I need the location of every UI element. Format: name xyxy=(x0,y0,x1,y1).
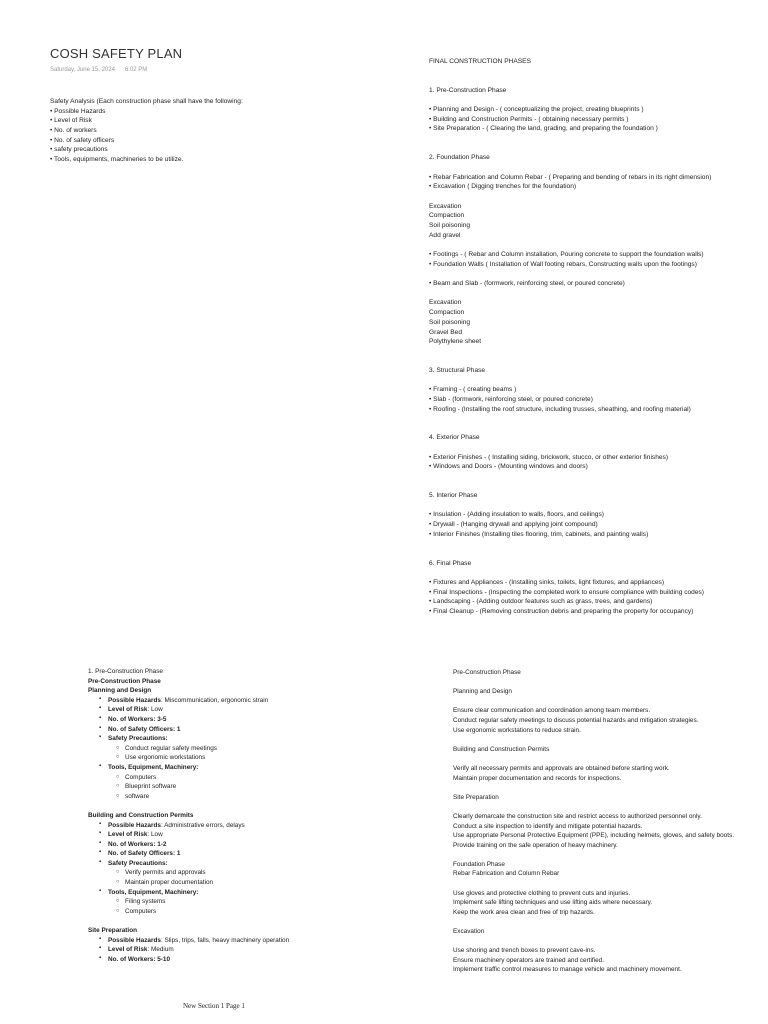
outline-subitem: ○ Filing systems xyxy=(88,897,289,907)
phase-title: 6. Final Phase xyxy=(429,559,472,567)
phase-item: • Beam and Slab - (formwork, reinforcing steel, or poured concrete) xyxy=(429,280,625,288)
phase-item: • Foundation Walls ( Installation of Wall footing rebars, Constructing walls upon the footings) xyxy=(429,260,697,268)
outline-bullet: ▪ Level of Risk: Low xyxy=(88,705,289,715)
guideline-heading: Planning and Design xyxy=(453,688,512,696)
guideline-heading: Site Preparation xyxy=(453,793,499,801)
phase-subitem: Soil poisoning xyxy=(429,221,471,229)
phase-title: 2. Foundation Phase xyxy=(429,154,490,162)
construction-phases-block xyxy=(429,57,711,617)
phase-item: • Windows and Doors - (Mounting windows and doors) xyxy=(429,463,588,471)
phase-item: • Building and Construction Permits - ( obtaining necessary permits ) xyxy=(429,115,629,123)
outline-bullet: ▪ Tools, Equipment, Machinery: xyxy=(88,763,289,773)
outline-subitem: ○ Verify permits and approvals xyxy=(88,868,289,878)
guideline-heading: Pre-Construction Phase xyxy=(453,669,521,676)
phase-item: • Insulation - (Adding insulation to walls, floors, and ceilings) xyxy=(429,511,604,519)
outline-subitem: ○ Maintain proper documentation xyxy=(88,878,289,888)
phase-item: • Final Cleanup - (Removing construction debris and preparing the property for occupancy) xyxy=(429,607,694,615)
phases-heading: FINAL CONSTRUCTION PHASES xyxy=(429,58,531,65)
phase-item: • Framing - ( creating beams ) xyxy=(429,386,517,394)
outline-bullet: ▪ Possible Hazards: Miscommunication, ergonomic strain xyxy=(88,696,289,706)
phase-item: • Interior Finishes (Installing tiles flooring, trim, cabinets, and painting walls) xyxy=(429,530,649,538)
outline-subitem: ○ Computers xyxy=(88,773,289,783)
analysis-item: • Possible Hazards xyxy=(50,107,106,115)
outline-section-title: Building and Construction Permits xyxy=(88,811,194,819)
page-title: COSH SAFETY PLAN xyxy=(50,46,183,61)
outline-subitem: ○ Computers xyxy=(88,907,289,917)
guideline-line: Use shoring and trench boxes to prevent cave-ins. xyxy=(453,947,596,955)
outline-subitem: ○ Use ergonomic workstations xyxy=(88,753,289,763)
phase-title: 3. Structural Phase xyxy=(429,366,486,374)
phase-item: • Excavation ( Digging trenches for the foundation) xyxy=(429,183,577,191)
guideline-line: Conduct regular safety meetings to discuss potential hazards and mitigation strategies. xyxy=(453,716,699,724)
phase-subitem: Polythylene sheet xyxy=(429,338,482,346)
phase-item: • Drywall - (Hanging drywall and applying joint compound) xyxy=(429,521,598,529)
phase-subitem: Gravel Bed xyxy=(429,328,462,336)
phase-subitem: Compaction xyxy=(429,212,465,220)
phase-title: 5. Interior Phase xyxy=(429,492,478,500)
phase-item: • Landscaping - (Adding outdoor features such as grass, trees, and gardens) xyxy=(429,598,653,606)
outline-section-title: Site Preparation xyxy=(88,927,138,935)
outline-bullet: ▪ Level of Risk: Low xyxy=(88,830,289,840)
analysis-item: • safety precautions xyxy=(50,146,108,154)
outline-section-title: Planning and Design xyxy=(88,687,152,695)
guideline-line: Maintain proper documentation and records for inspections. xyxy=(453,774,622,782)
phase-item: • Planning and Design - ( conceptualizing the project, creating blueprints ) xyxy=(429,106,644,114)
date-text: Saturday, June 15, 2024 xyxy=(50,67,115,73)
guideline-line: Implement traffic control measures to manage vehicle and machinery movement. xyxy=(453,966,682,974)
phase-subitem: Excavation xyxy=(429,202,462,210)
outline-bullet: ▪ Possible Hazards: Administrative errors, delays xyxy=(88,821,289,831)
page-footer: New Section 1 Page 1 xyxy=(183,1002,245,1010)
phase-subitem: Soil poisoning xyxy=(429,318,471,326)
analysis-item: • Level of Risk xyxy=(50,117,92,125)
phase-subitem: Excavation xyxy=(429,299,462,307)
outline-bullet: ▪ No. of Workers: 3-5 xyxy=(88,715,289,725)
guideline-line: Use gloves and protective clothing to prevent cuts and injuries. xyxy=(453,889,631,897)
guideline-line: Implement safe lifting techniques and use lifting aids where necessary. xyxy=(453,899,653,907)
analysis-item: • No. of safety officers xyxy=(50,136,115,144)
phase-item: • Footings - ( Rebar and Column installation, Pouring concrete to support the foundation walls) xyxy=(429,251,704,258)
analysis-intro: Safety Analysis (Each construction phase shall have the following: xyxy=(50,98,243,105)
safety-guidelines-block xyxy=(453,668,734,975)
phase-item: • Exterior Finishes - ( Installing siding, brickwork, stucco, or other exterior finishes) xyxy=(429,453,669,461)
outline-subitem: ○ Blueprint software xyxy=(88,782,289,792)
page-date xyxy=(50,67,147,73)
phase-item: • Final Inspections - (Inspecting the completed work to ensure compliance with building codes) xyxy=(429,588,704,596)
guideline-line: Verify all necessary permits and approvals are obtained before starting work. xyxy=(453,764,670,772)
phase-item: • Slab - (formwork, reinforcing steel, or poured concrete) xyxy=(429,395,593,403)
outline-bullet: ▪ No. of Safety Officers: 1 xyxy=(88,725,289,735)
outline-bullet: ▪ Safety Precautions: xyxy=(88,859,289,869)
guideline-line: Use ergonomic workstations to reduce strain. xyxy=(453,726,581,734)
guideline-line: Provide training on the safe operation of heavy machinery. xyxy=(453,841,618,849)
guideline-heading: Foundation Phase xyxy=(453,860,505,868)
guideline-heading: Rebar Fabrication and Column Rebar xyxy=(453,870,560,878)
analysis-item: • No. of workers xyxy=(50,127,97,135)
guideline-heading: Excavation xyxy=(453,928,485,936)
phase-title: 1. Pre-Construction Phase xyxy=(429,86,507,94)
outline-subitem: ○ Conduct regular safety meetings xyxy=(88,744,289,754)
guideline-line: Use appropriate Personal Protective Equipment (PPE), including helmets, gloves, and safety boots. xyxy=(453,832,734,840)
outline-bullet: ▪ No. of Workers: 1-2 xyxy=(88,840,289,850)
outline-phase-title: Pre-Construction Phase xyxy=(88,677,161,685)
phase-item: • Roofing - (Installing the roof structure, including trusses, sheathing, and roofing material) xyxy=(429,405,691,413)
guideline-line: Ensure clear communication and coordination among team members. xyxy=(453,707,651,715)
phase-subitem: Add gravel xyxy=(429,231,461,239)
outline-subitem: ○ software xyxy=(88,792,289,802)
time-text: 6:02 PM xyxy=(124,67,148,73)
phase-title: 4. Exterior Phase xyxy=(429,434,480,442)
guideline-heading: Building and Construction Permits xyxy=(453,745,550,753)
analysis-item: • Tools, equipments, machineries to be utilize. xyxy=(50,156,184,164)
guideline-line: Conduct a site inspection to identify and mitigate potential hazards. xyxy=(453,822,643,830)
phase-item: • Rebar Fabrication and Column Rebar - ( Preparing and bending of rebars in its right dimension) xyxy=(429,173,712,181)
guideline-line: Keep the work area clean and free of trip hazards. xyxy=(453,908,595,916)
phase-item: • Site Preparation - ( Clearing the land, grading, and preparing the foundation ) xyxy=(429,125,658,133)
phase-item: • Fixtures and Appliances - (Installing sinks, toilets, light fixtures, and appliances) xyxy=(429,578,665,586)
phase-outline-block xyxy=(88,667,289,964)
guideline-line: Ensure machinery operators are trained and certified. xyxy=(453,956,604,964)
outline-bullet: ▪ Tools, Equipment, Machinery: xyxy=(88,888,289,898)
safety-analysis-block xyxy=(50,97,243,165)
outline-bullet: ▪ No. of Workers: 5-10 xyxy=(88,955,289,965)
guideline-line: Clearly demarcate the construction site and restrict access to authorized personnel only. xyxy=(453,812,702,820)
phase-subitem: Compaction xyxy=(429,309,465,317)
outline-bullet: ▪ Safety Precautions: xyxy=(88,734,289,744)
outline-bullet: ▪ No. of Safety Officers: 1 xyxy=(88,849,289,859)
outline-bullet: ▪ Possible Hazards: Slips, trips, falls, heavy machinery operation xyxy=(88,936,289,946)
outline-bullet: ▪ Level of Risk: Medium xyxy=(88,945,289,955)
outline-phase-number: 1. Pre-Construction Phase xyxy=(88,668,163,675)
